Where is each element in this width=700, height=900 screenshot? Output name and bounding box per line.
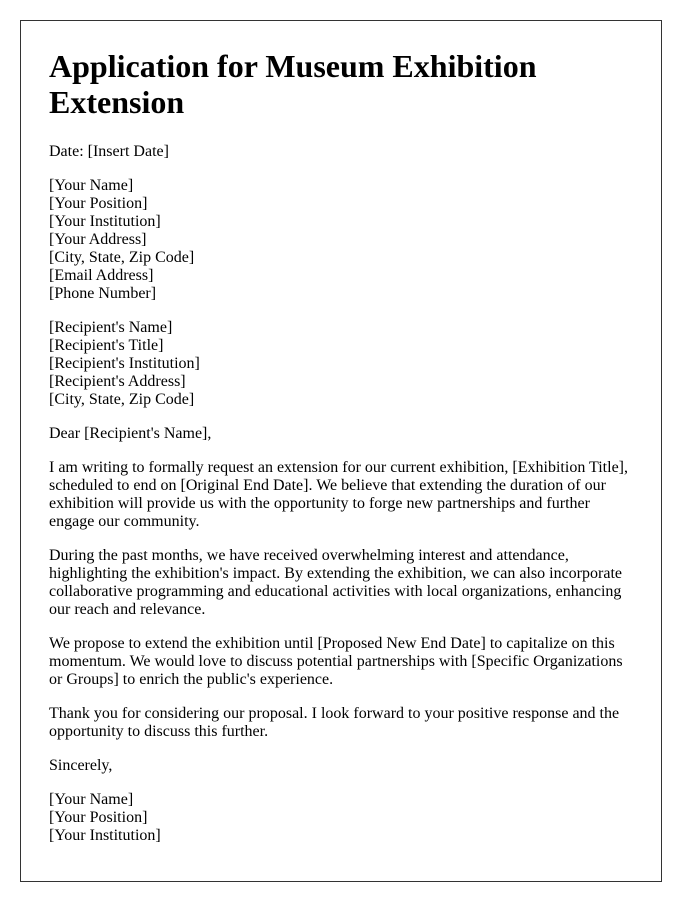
recipient-block <box>49 319 633 409</box>
signature-name: [Your Name] <box>49 791 134 808</box>
letter-title: Application for Museum Exhibition Extension <box>49 48 537 120</box>
recipient-address: [Recipient's Address] <box>49 373 186 390</box>
body-paragraph-4: Thank you for considering our proposal. I look forward to your positive response and the opportunity to discuss this further. <box>49 705 620 740</box>
sender-institution: [Your Institution] <box>49 213 161 230</box>
body-paragraph-3: We propose to extend the exhibition until [Proposed New End Date] to capitalize on this momentum. We would love to discuss potential partnerships with [Specific Organizations or Groups] to enrich the public's experience. <box>49 635 623 688</box>
recipient-title: [Recipient's Title] <box>49 337 164 354</box>
signature-position: [Your Position] <box>49 809 148 826</box>
signature-institution: [Your Institution] <box>49 827 161 844</box>
recipient-institution: [Recipient's Institution] <box>49 355 200 372</box>
letter-page <box>20 20 662 882</box>
sender-phone: [Phone Number] <box>49 285 157 302</box>
body-paragraph-2: During the past months, we have received overwhelming interest and attendance, highlighting the exhibition's impact. By extending the exhibition, we can also incorporate collaborative programming and educational activities with local organizations, enhancing our reach and relevance. <box>49 547 622 618</box>
date-line: Date: [Insert Date] <box>49 143 169 160</box>
recipient-city-state-zip: [City, State, Zip Code] <box>49 391 195 408</box>
closing: Sincerely, <box>49 757 113 774</box>
signature-block <box>49 791 633 845</box>
sender-city-state-zip: [City, State, Zip Code] <box>49 249 195 266</box>
sender-position: [Your Position] <box>49 195 148 212</box>
sender-address: [Your Address] <box>49 231 147 248</box>
sender-email: [Email Address] <box>49 267 154 284</box>
recipient-name: [Recipient's Name] <box>49 319 173 336</box>
sender-block <box>49 177 633 303</box>
body-paragraph-1: I am writing to formally request an extension for our current exhibition, [Exhibition Title], scheduled to end on [Original End Date]. We believe that extending the duration of our exhibition will provide us with the opportunity to forge new partnerships and further engage our community. <box>49 459 628 530</box>
salutation: Dear [Recipient's Name], <box>49 425 212 442</box>
sender-name: [Your Name] <box>49 177 134 194</box>
